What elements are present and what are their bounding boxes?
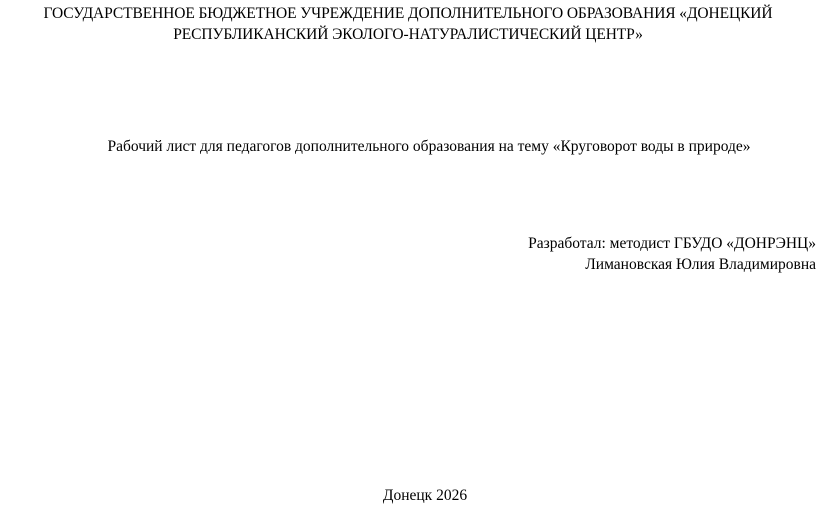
organization-header-line-1: ГОСУДАРСТВЕННОЕ БЮДЖЕТНОЕ УЧРЕЖДЕНИЕ ДОПОЛНИТЕЛЬНОГО ОБРАЗОВАНИЯ «ДОНЕЦКИЙ	[43, 5, 773, 22]
organization-header-line-2: РЕСПУБЛИКАНСКИЙ ЭКОЛОГО-НАТУРАЛИСТИЧЕСКИЙ ЦЕНТР»	[173, 26, 643, 43]
author-position: Разработал: методист ГБУДО «ДОНРЭНЦ»	[528, 235, 816, 252]
author-block	[216, 233, 816, 275]
city-year: Донецк 2026	[382, 487, 468, 504]
author-name: Лимановская Юлия Владимировна	[585, 256, 816, 273]
organization-header	[0, 3, 816, 45]
document-title: Рабочий лист для педагогов дополнительного образования на тему «Круговорот воды в природе»	[107, 138, 751, 155]
